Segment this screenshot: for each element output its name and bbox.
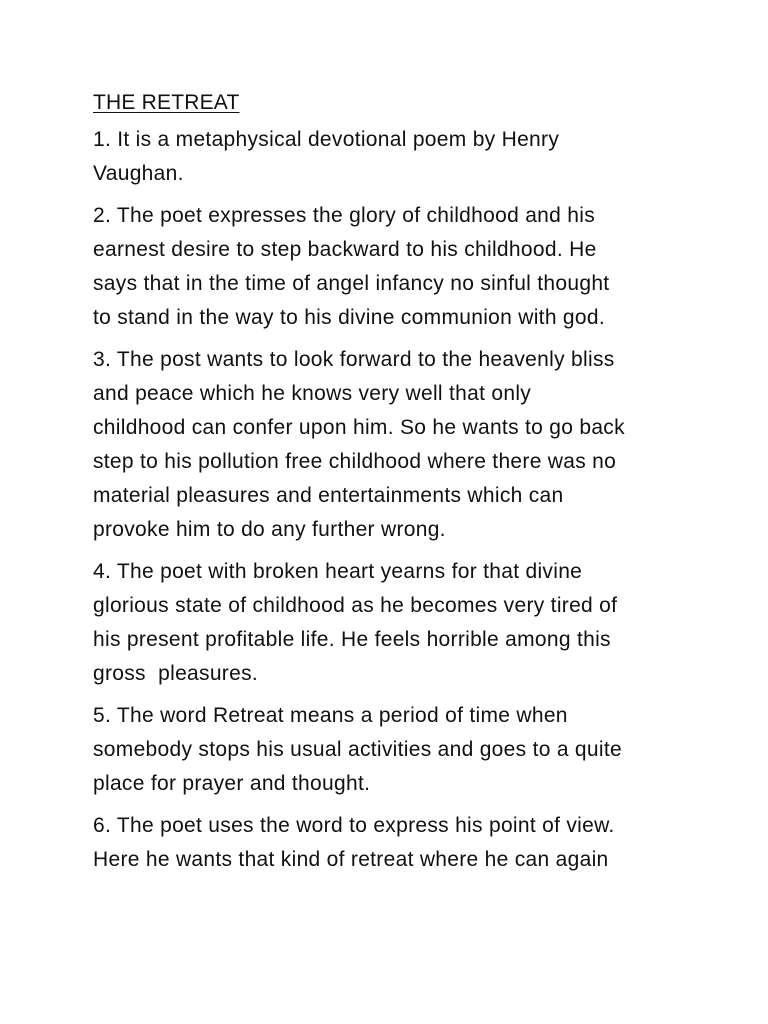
- text-line: 6. The poet uses the word to express his point of view.: [93, 814, 615, 837]
- paragraph-4: [93, 555, 693, 691]
- text-line: says that in the time of angel infancy no sinful thought: [93, 272, 610, 295]
- document-body: [93, 88, 693, 885]
- text-line: place for prayer and thought.: [93, 772, 371, 795]
- paragraph-3: [93, 343, 693, 547]
- text-line: material pleasures and entertainments which can: [93, 484, 564, 507]
- text-line: Vaughan.: [93, 162, 184, 185]
- text-line: and peace which he knows very well that only: [93, 382, 532, 405]
- text-line: childhood can confer upon him. So he wants to go back: [93, 416, 625, 439]
- text-line: somebody stops his usual activities and goes to a quite: [93, 738, 622, 761]
- text-line: provoke him to do any further wrong.: [93, 518, 446, 541]
- text-line: 2. The poet expresses the glory of childhood and his: [93, 204, 596, 227]
- text-line: to stand in the way to his divine communion with god.: [93, 306, 606, 329]
- paragraph-5: [93, 699, 693, 801]
- paragraph-6: [93, 809, 693, 877]
- text-line: glorious state of childhood as he becomes very tired of: [93, 594, 618, 617]
- paragraph-1: [93, 123, 693, 191]
- text-line: earnest desire to step backward to his childhood. He: [93, 238, 597, 261]
- text-line: Here he wants that kind of retreat where he can again: [93, 848, 609, 871]
- text-line: step to his pollution free childhood where there was no: [93, 450, 617, 473]
- text-line: 3. The post wants to look forward to the heavenly bliss: [93, 348, 615, 371]
- text-line: his present profitable life. He feels horrible among this: [93, 628, 611, 651]
- text-line: 4. The poet with broken heart yearns for that divine: [93, 560, 583, 583]
- document-title: THE RETREAT: [93, 91, 240, 114]
- text-line: 1. It is a metaphysical devotional poem by Henry: [93, 128, 560, 151]
- text-line: 5. The word Retreat means a period of time when: [93, 704, 568, 727]
- paragraph-2: [93, 199, 693, 335]
- text-line: gross pleasures.: [93, 662, 259, 685]
